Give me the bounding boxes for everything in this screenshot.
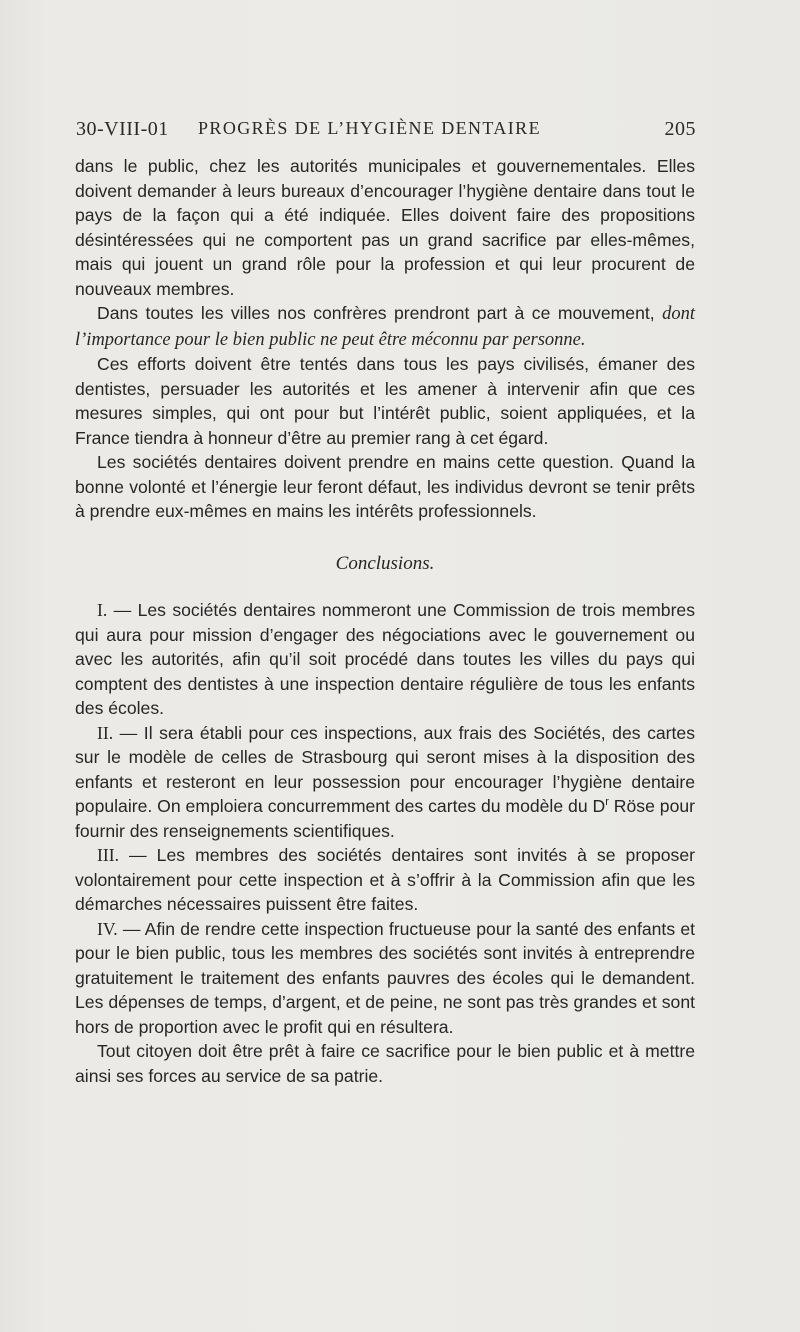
running-header xyxy=(76,118,696,148)
closing-paragraph: Tout citoyen doit être prêt à faire ce sacrifice pour le bien public et à mettre ainsi ses forces au service de sa patrie. xyxy=(75,1041,695,1086)
paragraph: Les sociétés dentaires doivent prendre en mains cette question. Quand la bonne volonté et l’énergie leur feront défaut, les individus devront se tenir prêts à prendre eux-mêmes en mains les intérêts professionnels. xyxy=(75,452,695,521)
conclusion-text: — Afin de rendre cette inspection fructueuse pour la santé des enfants et pour le bien public, tous les membres des sociétés sont invités à entreprendre gratuitement le traitement des enfants pauvres des écoles qui le demandent. Les dépenses de temps, d’argent, et de peine, ne sont pas très grandes et sont hors de proportion avec le profit qui en résultera. xyxy=(75,918,695,1037)
conclusion-text: — Il sera établi pour ces inspections, aux frais des Sociétés, des cartes sur le modèle de celles de Strasbourg qui seront mises à la disposition des enfants et resteront en leur possession pour encourager l’hygiène dentaire populaire. On emploiera concurremment des cartes du modèle du D xyxy=(75,722,695,816)
section-heading: Conclusions. xyxy=(335,552,435,574)
paragraph-continued: dans le public, chez les autorités municipales et gouvernementales. Elles doivent demander à leurs bureaux d’encourager l’hygiène dentaire dans tout le pays de la façon qui a été indiquée. Elles doivent faire des propositions désintéressées qui ne comportent pas un grand sacrifice par elles-mêmes, mais qui jouent un grand rôle pour la profession et qui leur procurent de nouveaux membres. xyxy=(75,156,695,299)
header-date: 30-VIII-01 xyxy=(76,118,169,140)
conclusion-numeral: I. xyxy=(97,600,108,620)
conclusion-text: — Les membres des sociétés dentaires sont invités à se proposer volontairement pour cette inspection et à s’offrir à la Commission afin que les démarches nécessaires puissent être faites. xyxy=(75,845,695,914)
conclusion-item xyxy=(75,598,695,721)
italic-emphasis: dont l’importance pour le bien public ne peut être méconnu par personne. xyxy=(75,304,696,350)
header-title: PROGRÈS DE L’HYGIÈNE DENTAIRE xyxy=(198,118,541,138)
conclusion-numeral: III. xyxy=(97,845,119,865)
conclusion-item xyxy=(75,917,695,1040)
conclusion-numeral: IV. xyxy=(97,918,118,939)
conclusion-text-continued: Röse pour fournir des renseignements scientifiques. xyxy=(75,796,695,841)
paragraph-text: Dans toutes les villes nos confrères prendront part à ce mouvement, xyxy=(97,303,655,323)
page-number: 205 xyxy=(664,118,696,140)
conclusion-item xyxy=(75,721,695,844)
superscript: r xyxy=(605,796,609,809)
paragraph xyxy=(75,301,695,352)
conclusion-text: — Les sociétés dentaires nommeront une Commission de trois membres qui aura pour mission d’engager des négociations avec le gouvernement ou avec les autorités, afin qu’il soit procédé dans toutes les villes du pays qui comptent des dentistes à une inspection dentaire régulière de tous les enfants des écoles. xyxy=(75,600,696,718)
main-text xyxy=(75,154,695,1088)
conclusion-item xyxy=(75,843,695,917)
conclusion-numeral: II. xyxy=(97,722,114,743)
paragraph: Ces efforts doivent être tentés dans tous les pays civilisés, émaner des dentistes, persuader les autorités et les amener à intervenir afin que ces mesures simples, qui ont pour but l’intérêt public, soient appliquées, et la France tiendra à honneur d’être au premier rang à cet égard. xyxy=(75,354,695,448)
